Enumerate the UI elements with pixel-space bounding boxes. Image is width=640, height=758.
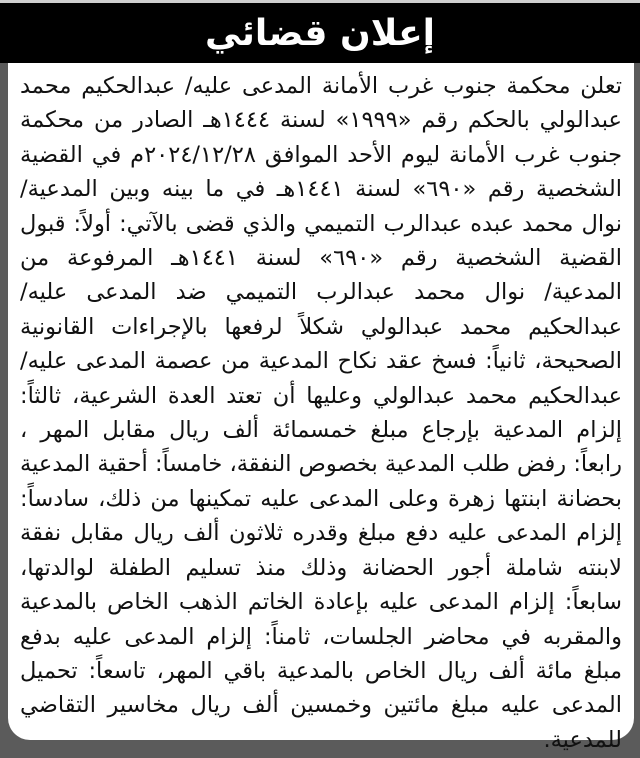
notice-header-bar	[0, 3, 640, 63]
notice-body-text: تعلن محكمة جنوب غرب الأمانة المدعى عليه/ عبدالحكيم محمد عبدالولي بالحكم رقم «١٩٩٩» لسنة ١٤٤٤هـ الصادر من محكمة جنوب غرب الأمانة ليوم الأحد الموافق ٢٠٢٤/١٢/٢٨م في القضية الشخصية رقم «٦٩٠» لسنة ١٤٤١هـ في ما بينه وبين المدعية/ نوال محمد عبده عبدالرب التميمي والذي قضى بالآتي: أولاً: قبول القضية الشخصية رقم «٦٩٠» لسنة ١٤٤١هـ المرفوعة من المدعية/ نوال محمد عبدالرب التميمي ضد المدعى عليه/ عبدالحكيم محمد عبدالولي شكلاً لرفعها بالإجراءات القانونية الصحيحة، ثانياً: فسخ عقد نكاح المدعية من عصمة المدعى عليه/ عبدالحكيم محمد عبدالولي وعليها أن تعتد العدة الشرعية، ثالثاً: إلزام المدعية بإرجاع مبلغ خمسمائة ألف ريال مقابل المهر ، رابعاً: رفض طلب المدعية بخصوص النفقة، خامساً: أحقية المدعية بحضانة ابنتها زهرة وعلى المدعى عليه تمكينها من ذلك، سادساً: إلزام المدعى عليه دفع مبلغ وقدره ثلاثون ألف ريال مقابل نفقة لابنته شاملة أجور الحضانة وذلك منذ تسليم الطفلة لوالدتها، سابعاً: إلزام المدعى عليه بإعادة الخاتم الذهب الخاص بالمدعية والمقربه في محاضر الجلسات، ثامناً: إلزام المدعى عليه بدفع مبلغ مائة ألف ريال الخاص بالمدعية باقي المهر، تاسعاً: تحميل المدعى عليه مبلغ مائتين وخمسين ألف ريال مخاسير التقاضي للمدعية.	[20, 73, 623, 753]
notice-body-panel	[8, 63, 634, 753]
notice-title: إعلان قضائي	[204, 13, 436, 54]
